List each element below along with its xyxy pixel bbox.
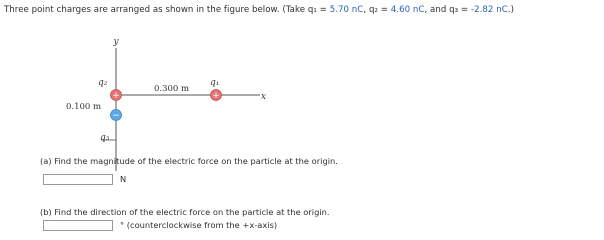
x-axis-label: x (261, 92, 267, 102)
problem-intro: Three point charges are arranged as shown in the figure below. (Take (4, 5, 308, 15)
q1-value: 5.70 nC (329, 5, 364, 15)
q3-sign: − (112, 111, 120, 121)
dist-y-label: 0.100 m (66, 102, 102, 112)
q3-label: q₃ (100, 133, 110, 143)
direction-answer-input[interactable] (43, 220, 113, 231)
direction-unit: ° (counterclockwise from the +x-axis) (120, 220, 278, 230)
q1-sign: + (212, 91, 220, 101)
y-axis-label: y (113, 37, 119, 47)
dist-x-label: 0.300 m (154, 84, 190, 94)
q2-sign: + (112, 91, 120, 101)
q2-label: q₂ (98, 78, 108, 88)
q3-value: -2.82 nC (470, 5, 508, 15)
q2-value: 4.60 nC (390, 5, 425, 15)
q1-label: q₁ (210, 78, 220, 88)
q2-symbol: q₂ (368, 5, 378, 15)
figure-diagram (66, 30, 290, 175)
problem-statement: Three point charges are arranged as shown in the figure below. (Take q₁ = 5.70 nC, q₂ = 4.60 nC, and q₃ = -2.82 nC.) (4, 5, 514, 15)
magnitude-answer-input[interactable] (43, 174, 113, 185)
q1-symbol: q₁ (307, 5, 317, 15)
charge-figure (66, 30, 290, 175)
q3-symbol: q₃ (449, 5, 459, 15)
part-b-question: (b) Find the direction of the electric force on the particle at the origin. (40, 207, 330, 217)
part-a-question: (a) Find the magnitude of the electric force on the particle at the origin. (40, 156, 338, 166)
magnitude-unit: N (120, 174, 127, 184)
